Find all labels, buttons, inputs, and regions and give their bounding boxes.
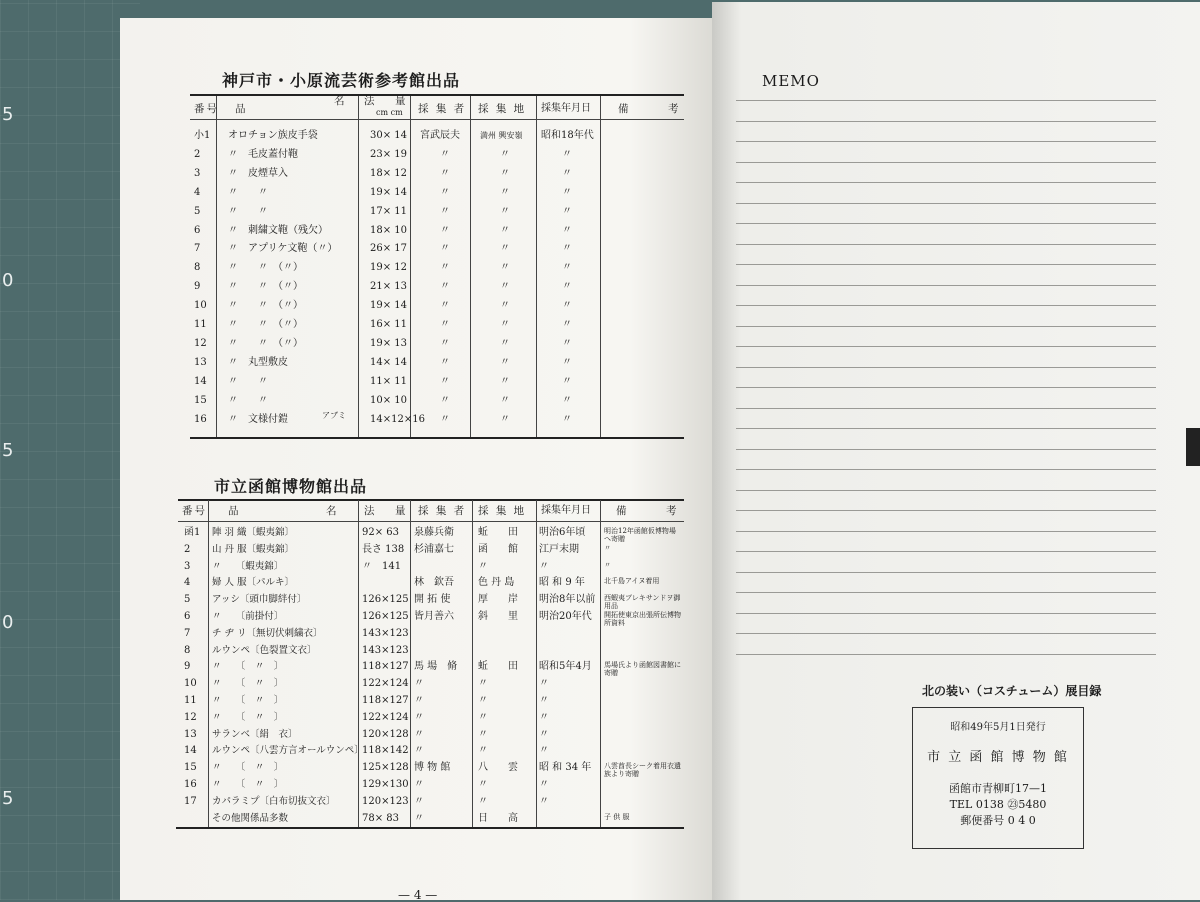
- col-header: 備: [616, 505, 629, 517]
- cell-date: 昭和18年代: [541, 130, 594, 141]
- cell-date: 〃: [562, 337, 572, 349]
- cell-collector: 〃: [440, 413, 450, 425]
- cell-name: 〃 〔 〃 〕: [212, 762, 284, 774]
- cell-size: 126×125: [362, 611, 409, 622]
- memo-line: [736, 305, 1156, 306]
- divider: [208, 500, 209, 827]
- memo-line: [736, 654, 1156, 655]
- cell-size: 19× 12: [370, 262, 408, 274]
- cell-collector: 〃: [414, 711, 424, 723]
- cell-number: 9: [184, 661, 191, 673]
- cell-name: サランベ〔絹 衣〕: [212, 728, 298, 740]
- cell-collector: 〃: [440, 243, 450, 255]
- memo-title: MEMO: [762, 72, 820, 90]
- cell-collector: 林 欽吾: [414, 577, 454, 589]
- cell-collector: 〃: [440, 224, 450, 236]
- cell-place: 〃: [478, 745, 488, 757]
- cell-number: 函1: [184, 527, 201, 538]
- unit-label: cm cm: [376, 108, 403, 117]
- cell-size: 78× 83: [362, 812, 400, 824]
- cell-number: 4: [184, 577, 191, 589]
- cell-date: 〃: [539, 560, 549, 572]
- cell-name: ルウンペ〔色裂置文衣〕: [212, 644, 317, 656]
- cell-name: 〃 〃 （〃）: [228, 319, 303, 330]
- telephone: TEL 0138 ㉓5480: [949, 798, 1047, 811]
- cell-collector: 〃: [440, 205, 450, 217]
- cell-note: 馬場氏より函館図書館に寄贈: [604, 661, 681, 678]
- cell-date: 〃: [562, 186, 572, 198]
- cell-number: 14: [194, 375, 207, 387]
- cell-number: 8: [194, 262, 201, 274]
- cell-date: 〃: [562, 205, 572, 217]
- col-header: 採 集 地: [478, 103, 527, 115]
- cell-size: 129×130: [362, 779, 409, 790]
- cell-date: 〃: [539, 695, 549, 706]
- cell-date: 〃: [562, 167, 572, 179]
- cell-size: 126×125: [362, 594, 409, 606]
- cell-collector: 〃: [414, 695, 424, 706]
- cell-place: 蚯 田: [478, 661, 518, 673]
- cell-number: 12: [184, 711, 197, 723]
- cell-place: 〃: [500, 262, 510, 274]
- cell-size: 21× 13: [370, 281, 408, 293]
- cell-collector: 博 物 館: [414, 762, 451, 774]
- memo-line: [736, 572, 1156, 573]
- cell-name: オロチョン族皮手袋: [228, 130, 318, 141]
- cell-name: 〃 〃: [228, 375, 268, 387]
- cell-note: 西蝦夷ブレキサンドヲ御用品: [604, 594, 681, 611]
- cell-number: 10: [184, 678, 197, 690]
- ruler-mark: 5: [2, 788, 14, 809]
- cell-number: 9: [194, 281, 201, 293]
- memo-line: [736, 326, 1156, 327]
- cell-date: 〃: [539, 779, 549, 790]
- cell-date: 〃: [539, 745, 549, 757]
- col-header: 名: [334, 95, 347, 107]
- cell-number: 13: [194, 356, 207, 368]
- cell-size: 11× 11: [370, 375, 408, 387]
- cell-place: 〃: [500, 337, 510, 349]
- colophon-title: 北の装い（コスチューム）展目録: [922, 684, 1102, 698]
- table1-header-rule: [190, 119, 684, 120]
- memo-line: [736, 469, 1156, 470]
- cell-date: 明治8年以前: [539, 594, 596, 606]
- cell-size: 19× 13: [370, 337, 408, 349]
- binder-clip: [1186, 428, 1200, 466]
- cell-place: 色 丹 島: [478, 577, 515, 589]
- cell-name: 〃 〔 〃 〕: [212, 779, 284, 790]
- cell-place: 〃: [500, 205, 510, 217]
- cell-size: 118×127: [362, 695, 409, 706]
- cell-collector: 〃: [414, 745, 424, 757]
- cell-name: 〃 〔 〃 〕: [212, 661, 284, 673]
- cell-place: 〃: [500, 375, 510, 387]
- cell-note: 北千島アイヌ着用: [604, 577, 660, 586]
- divider: [358, 96, 359, 437]
- cell-collector: 〃: [414, 779, 424, 790]
- memo-line: [736, 449, 1156, 450]
- col-header: 採集年月日: [541, 505, 591, 516]
- section2-title: 市立函館博物館出品: [214, 477, 368, 496]
- cell-place: 蚯 田: [478, 527, 518, 538]
- col-header: 法: [364, 95, 377, 107]
- cell-size: 120×128: [362, 728, 409, 740]
- cell-collector: 杉浦嘉七: [414, 543, 454, 555]
- memo-line: [736, 100, 1156, 101]
- cell-number: 2: [184, 543, 191, 555]
- divider: [536, 96, 537, 437]
- cell-place: 〃: [478, 678, 488, 690]
- table2-top-rule: [178, 499, 684, 501]
- cell-note: 〃: [604, 543, 611, 552]
- memo-line: [736, 633, 1156, 634]
- page-number: — 4 —: [398, 888, 438, 902]
- cell-collector: 〃: [440, 148, 450, 160]
- cell-name: 〃 〃: [228, 394, 268, 406]
- cell-name: 〃 文様付鎧: [228, 413, 288, 425]
- col-header: 番号: [182, 505, 207, 517]
- divider: [600, 96, 601, 437]
- ruler-mark: 0: [2, 612, 14, 633]
- cutting-mat: [0, 0, 140, 900]
- cell-size: 143×123: [362, 644, 409, 656]
- table2-bottom-rule: [176, 827, 684, 829]
- cell-collector: 〃: [440, 300, 450, 312]
- cell-name: ルウンペ〔八雲方言オールウンペ〕: [212, 745, 364, 757]
- cell-name: 陣 羽 織〔蝦夷錦〕: [212, 527, 295, 538]
- cell-number: 5: [194, 205, 201, 217]
- cell-collector: 〃: [414, 795, 424, 807]
- col-header: 考: [668, 103, 681, 115]
- cell-place: 〃: [478, 795, 488, 807]
- cell-name: カパラミプ〔白布切抜文衣〕: [212, 795, 336, 807]
- memo-line: [736, 346, 1156, 347]
- cell-number: 3: [184, 560, 191, 572]
- cell-date: 江戸末期: [539, 543, 579, 555]
- cell-name: 〃 〔 〃 〕: [212, 711, 284, 723]
- memo-line: [736, 490, 1156, 491]
- ruler-mark: 0: [2, 270, 14, 291]
- cell-place: 〃: [500, 281, 510, 293]
- cell-place: 〃: [500, 413, 510, 425]
- cell-place: 厚 岸: [478, 594, 518, 606]
- cell-place: 〃: [500, 243, 510, 255]
- memo-line: [736, 223, 1156, 224]
- cell-name: 〃 〔前掛付〕: [212, 611, 284, 622]
- cell-number: 12: [194, 337, 207, 349]
- cell-date: 〃: [539, 711, 549, 723]
- divider: [410, 96, 411, 437]
- cell-place: 〃: [500, 319, 510, 330]
- memo-line: [736, 264, 1156, 265]
- cell-number: 7: [194, 243, 201, 255]
- cell-name: アッシ〔頭巾脚絆付〕: [212, 594, 307, 606]
- cell-date: 昭 和 34 年: [539, 762, 592, 774]
- cell-number: 11: [194, 319, 207, 330]
- cell-collector: 〃: [414, 728, 424, 740]
- cell-collector: 宮武辰夫: [420, 130, 460, 141]
- cell-number: 11: [184, 695, 197, 706]
- cell-number: 15: [184, 762, 197, 774]
- cell-date: 〃: [562, 148, 572, 160]
- divider: [358, 500, 359, 827]
- cell-size: 10× 10: [370, 394, 408, 406]
- ruler-mark: 5: [2, 440, 14, 461]
- cell-name: 〃 〃: [228, 205, 268, 217]
- cell-number: 16: [194, 413, 207, 425]
- cell-name: 〃 丸型敷皮: [228, 356, 288, 368]
- cell-name: 〃 〃 （〃）: [228, 281, 303, 293]
- cell-size: 16× 11: [370, 319, 408, 330]
- ruler-mark: 5: [2, 104, 14, 125]
- cell-collector: 〃: [440, 356, 450, 368]
- table1-bottom-rule: [190, 437, 684, 439]
- cell-number: 14: [184, 745, 197, 757]
- cell-name: 〃 皮煙草入: [228, 167, 288, 179]
- cell-number: 16: [184, 779, 197, 790]
- cell-date: 〃: [562, 394, 572, 406]
- cell-size: 120×123: [362, 795, 409, 807]
- cell-size: 118×127: [362, 661, 409, 673]
- cell-size: 122×124: [362, 711, 409, 723]
- cell-number: 7: [184, 627, 191, 639]
- col-header: 採 集 者: [418, 103, 467, 115]
- cell-number: 5: [184, 594, 191, 606]
- publisher: 市 立 函 館 博 物 館: [927, 750, 1069, 765]
- cell-place: 〃: [500, 394, 510, 406]
- cell-place: 〃: [478, 560, 488, 572]
- cell-size: 18× 10: [370, 224, 408, 236]
- memo-line: [736, 531, 1156, 532]
- divider: [216, 96, 217, 437]
- cell-place: 日 高: [478, 812, 518, 824]
- cell-name: 〃 〔蝦夷錦〕: [212, 560, 284, 572]
- cell-name: 〃 〃 （〃）: [228, 337, 303, 349]
- cell-size: 17× 11: [370, 205, 408, 217]
- memo-line: [736, 285, 1156, 286]
- cell-size: 122×124: [362, 678, 409, 690]
- cell-note: 子 供 服: [604, 812, 630, 821]
- cell-place: 〃: [500, 356, 510, 368]
- col-header: 考: [666, 505, 679, 517]
- cell-date: 〃: [539, 728, 549, 740]
- cell-size: 23× 19: [370, 148, 408, 160]
- memo-line: [736, 121, 1156, 122]
- cell-collector: 泉藤兵衛: [414, 527, 454, 538]
- cell-number: 2: [194, 148, 201, 160]
- cell-collector: 〃: [440, 167, 450, 179]
- cell-name: 〃 〔 〃 〕: [212, 695, 284, 706]
- cell-size: 92× 63: [362, 527, 400, 538]
- cell-place: 〃: [478, 711, 488, 723]
- cell-place: 〃: [500, 300, 510, 312]
- memo-line: [736, 203, 1156, 204]
- cell-date: 昭和5年4月: [539, 661, 592, 673]
- cell-number: 13: [184, 728, 197, 740]
- cell-date: 〃: [562, 413, 572, 425]
- cell-place: 〃: [500, 186, 510, 198]
- cell-size: 19× 14: [370, 186, 408, 198]
- cell-date: 〃: [562, 319, 572, 330]
- cell-name: 〃 〃: [228, 186, 268, 198]
- cell-note: 明治12年函館仮博物場へ寄贈: [604, 527, 676, 543]
- cell-name: 婦 人 服〔パルキ〕: [212, 577, 295, 589]
- cell-name: 〃 〔 〃 〕: [212, 678, 284, 690]
- address: 函館市青柳町17—1: [949, 782, 1047, 795]
- cell-size: 19× 14: [370, 300, 408, 312]
- memo-line: [736, 592, 1156, 593]
- divider: [410, 500, 411, 827]
- cell-note: 八雲酋長シーク着用衣遺族より寄贈: [604, 762, 681, 779]
- cell-date: 〃: [562, 243, 572, 255]
- memo-line: [736, 387, 1156, 388]
- cell-date: 〃: [562, 262, 572, 274]
- col-header: 番号: [194, 103, 219, 115]
- cell-date: 明治6年頃: [539, 527, 586, 538]
- section1-title: 神戸市・小原流芸術参考館出品: [222, 71, 461, 90]
- divider: [600, 500, 601, 827]
- memo-line: [736, 367, 1156, 368]
- cell-place: 〃: [478, 695, 488, 706]
- cell-size: 〃 141: [362, 560, 402, 572]
- cell-collector: 馬 場 脩: [414, 661, 458, 673]
- cell-number: 8: [184, 644, 191, 656]
- cell-collector: 〃: [440, 186, 450, 198]
- col-header: 量: [395, 95, 408, 107]
- memo-line: [736, 182, 1156, 183]
- postal-code: 郵便番号 0 4 0: [960, 814, 1036, 827]
- cell-number: 6: [184, 611, 191, 622]
- cell-place: 〃: [478, 728, 488, 740]
- col-header: 法: [364, 505, 377, 517]
- cell-size: 30× 14: [370, 130, 408, 141]
- cell-number: 4: [194, 186, 201, 198]
- cell-note: 〃: [604, 560, 611, 569]
- cell-size: 長さ 138: [362, 543, 405, 555]
- table2-header-rule: [178, 521, 684, 522]
- cell-name: 〃 毛皮蓋付鞄: [228, 148, 298, 160]
- cell-name: 〃 刺繍文鞄（残欠）: [228, 224, 328, 236]
- cell-number: 6: [194, 224, 201, 236]
- cell-collector: 〃: [414, 812, 424, 824]
- cell-place: 満州 興安嶺: [480, 131, 523, 140]
- cell-collector: 開 拓 使: [414, 594, 451, 606]
- cell-note: 開拓使東京出張所伝博物所資料: [604, 611, 681, 627]
- cell-collector: 〃: [440, 337, 450, 349]
- cell-place: 八 雲: [478, 762, 518, 774]
- memo-line: [736, 141, 1156, 142]
- ruby-text: アブミ: [322, 411, 346, 420]
- cell-size: 14× 14: [370, 356, 408, 368]
- divider: [472, 500, 473, 827]
- cell-place: 〃: [500, 224, 510, 236]
- divider: [470, 96, 471, 437]
- cell-size: 18× 12: [370, 167, 408, 179]
- cell-number: 17: [184, 795, 197, 807]
- cell-name: 〃 アプリケ文鞄（〃）: [228, 243, 338, 255]
- cell-collector: 〃: [440, 394, 450, 406]
- cell-number: 3: [194, 167, 201, 179]
- cell-place: 斜 里: [478, 611, 518, 622]
- table1-top-rule: [190, 94, 684, 96]
- col-header: 量: [395, 505, 408, 517]
- memo-line: [736, 244, 1156, 245]
- memo-line: [736, 551, 1156, 552]
- cell-date: 〃: [562, 281, 572, 293]
- cell-size: 14×12×16: [370, 413, 425, 425]
- cell-collector: 皆月善六: [414, 611, 454, 622]
- cell-date: 明治20年代: [539, 611, 592, 622]
- cell-date: 〃: [562, 356, 572, 368]
- cell-number: 15: [194, 394, 207, 406]
- cell-collector: 〃: [414, 678, 424, 690]
- cell-place: 〃: [500, 148, 510, 160]
- cell-size: 26× 17: [370, 243, 408, 255]
- col-header: 採集年月日: [541, 103, 591, 114]
- divider: [536, 500, 537, 827]
- colophon-box: [912, 707, 1084, 849]
- cell-size: 125×128: [362, 762, 409, 774]
- memo-line: [736, 428, 1156, 429]
- cell-name: 〃 〃 （〃）: [228, 300, 303, 312]
- cell-name: チ ヂ リ〔無切伏刺繍衣〕: [212, 627, 323, 639]
- cell-collector: 〃: [440, 262, 450, 274]
- col-header: 名: [326, 505, 339, 517]
- cell-size: 143×123: [362, 627, 409, 639]
- col-header: 備: [618, 103, 631, 115]
- cell-date: 昭 和 9 年: [539, 577, 585, 589]
- cell-name: その他関係品多数: [212, 812, 289, 824]
- cell-place: 函 館: [478, 543, 518, 555]
- cell-number: 10: [194, 300, 207, 312]
- memo-line: [736, 408, 1156, 409]
- col-header: 採 集 地: [478, 505, 527, 517]
- cell-place: 〃: [478, 779, 488, 790]
- cell-date: 〃: [562, 224, 572, 236]
- memo-line: [736, 162, 1156, 163]
- cell-number: 小1: [194, 130, 211, 141]
- cell-date: 〃: [539, 678, 549, 690]
- cell-date: 〃: [539, 795, 549, 807]
- cell-collector: 〃: [440, 281, 450, 293]
- cell-collector: 〃: [440, 319, 450, 330]
- cell-name: 山 丹 服〔蝦夷錦〕: [212, 543, 295, 555]
- publish-date: 昭和49年5月1日発行: [950, 722, 1046, 733]
- memo-line: [736, 613, 1156, 614]
- cell-place: 〃: [500, 167, 510, 179]
- cell-date: 〃: [562, 300, 572, 312]
- cell-size: 118×142: [362, 745, 409, 757]
- cell-collector: 〃: [440, 375, 450, 387]
- cell-date: 〃: [562, 375, 572, 387]
- col-header: 品: [228, 505, 241, 517]
- memo-line: [736, 510, 1156, 511]
- cell-name: 〃 〃 （〃）: [228, 262, 303, 274]
- col-header: 採 集 者: [418, 505, 467, 517]
- col-header: 品: [235, 103, 248, 115]
